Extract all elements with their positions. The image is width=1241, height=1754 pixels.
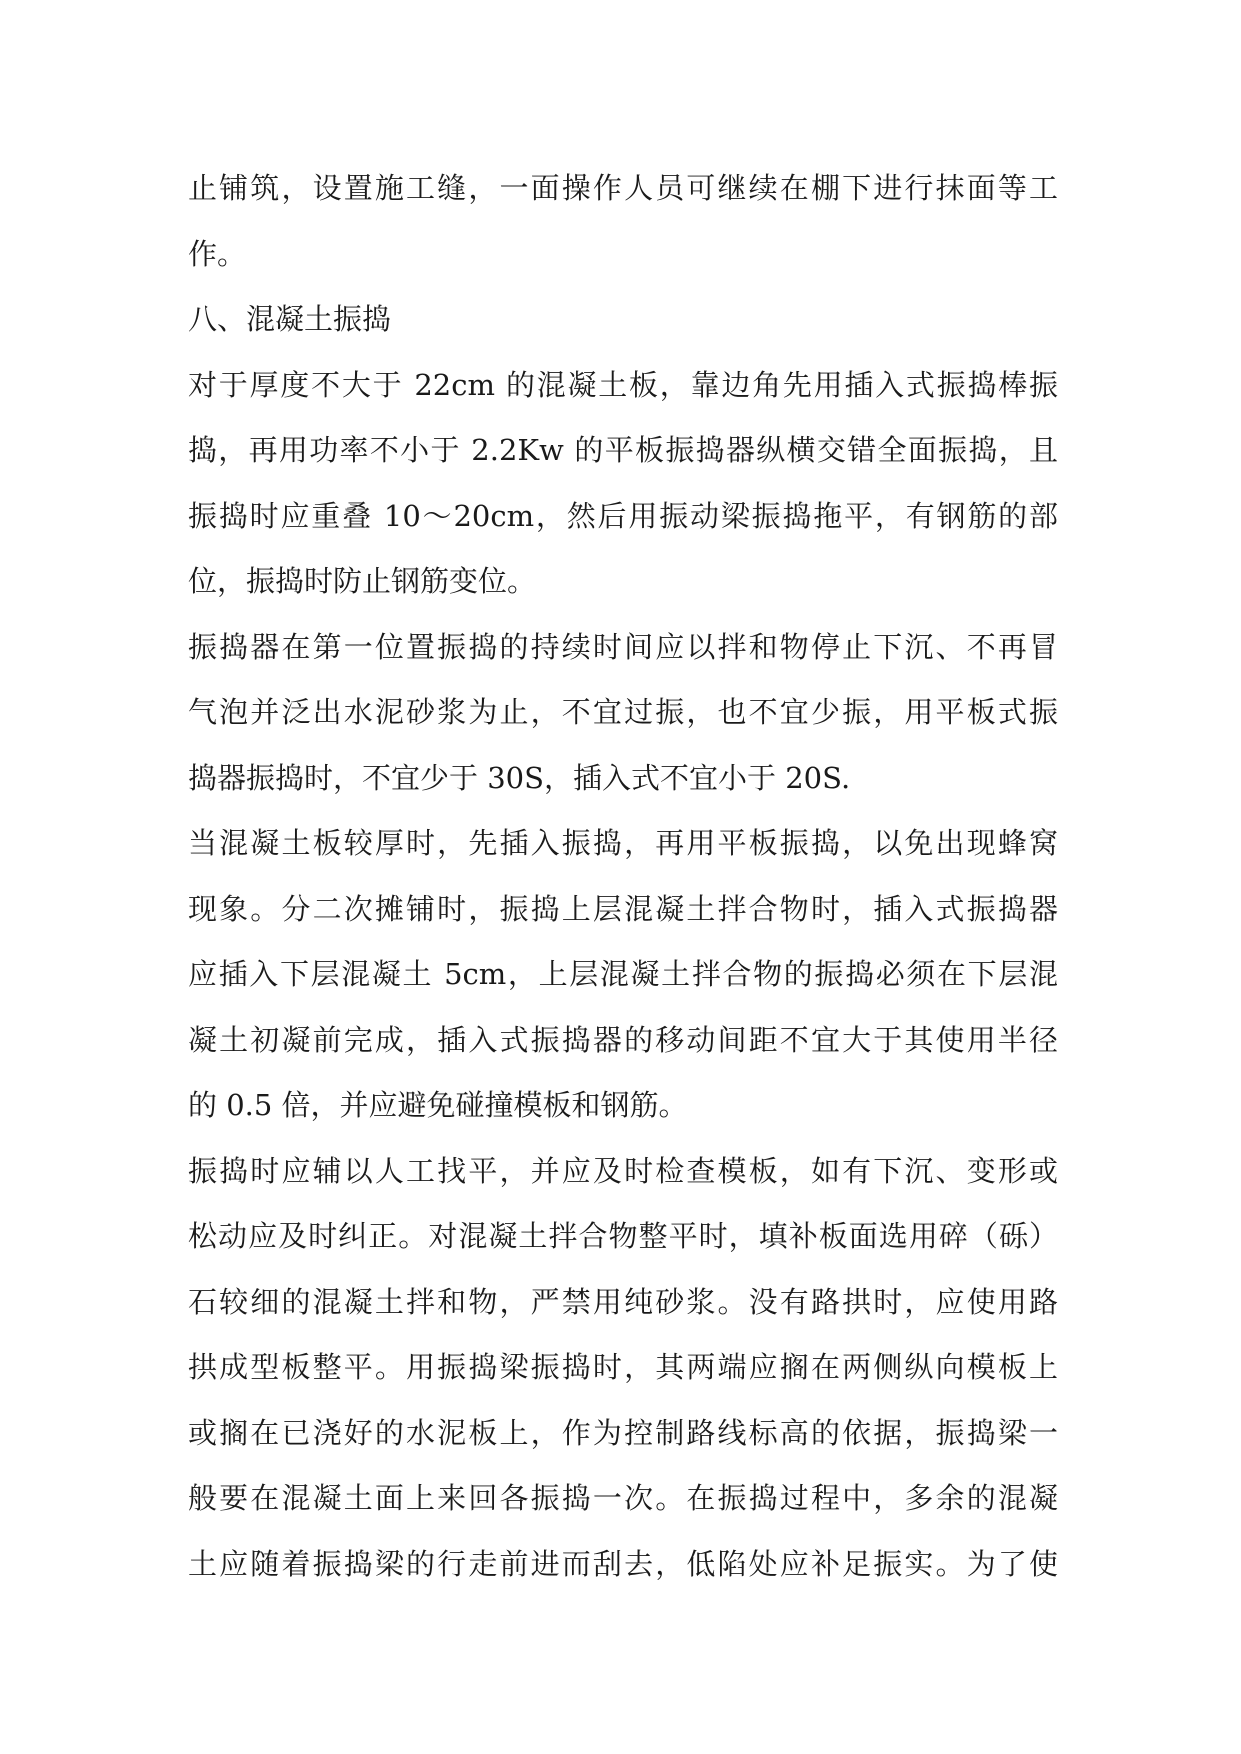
text-line: 对于厚度不大于 22cm 的混凝土板，靠边角先用插入式振捣棒振 (188, 367, 1058, 402)
text-line: 或搁在已浇好的水泥板上，作为控制路线标高的依据，振捣梁一 (188, 1415, 1058, 1450)
text-line: 拱成型板整平。用振捣梁振捣时，其两端应搁在两侧纵向模板上 (188, 1350, 1058, 1384)
text-line: 石较细的混凝土拌和物，严禁用纯砂浆。没有路拱时，应使用路 (188, 1284, 1058, 1319)
text-line: 凝土初凝前完成，插入式振捣器的移动间距不宜大于其使用半径 (188, 1022, 1058, 1057)
text-line: 捣器振捣时，不宜少于 30S，插入式不宜小于 20S. (188, 760, 851, 795)
body-text (188, 156, 1058, 1597)
text-line: 般要在混凝土面上来回各振捣一次。在振捣过程中，多余的混凝 (188, 1481, 1058, 1515)
text-line: 位，振捣时防止钢筋变位。 (188, 564, 537, 598)
text-line: 气泡并泛出水泥砂浆为止，不宜过振，也不宜少振，用平板式振 (188, 695, 1058, 729)
text-line: 应插入下层混凝土 5cm，上层混凝土拌合物的振捣必须在下层混 (188, 957, 1058, 991)
text-line: 现象。分二次摊铺时，振捣上层混凝土拌合物时，插入式振捣器 (188, 891, 1058, 926)
text-line: 松动应及时纠正。对混凝土拌合物整平时，填补板面选用碎（砾） (188, 1219, 1058, 1253)
text-line: 振捣时应重叠 10～20cm，然后用振动梁振捣拖平，有钢筋的部 (188, 498, 1058, 533)
text-line: 止铺筑，设置施工缝，一面操作人员可继续在棚下进行抹面等工 (188, 171, 1058, 205)
text-line: 作。 (188, 236, 247, 271)
text-line: 振捣时应辅以人工找平，并应及时检查模板，如有下沉、变形或 (188, 1153, 1058, 1188)
text-line: 八、混凝土振捣 (188, 302, 392, 336)
text-line: 振捣器在第一位置振捣的持续时间应以拌和物停止下沉、不再冒 (188, 629, 1058, 664)
text-line: 的 0.5 倍，并应避免碰撞模板和钢筋。 (188, 1088, 688, 1122)
text-line: 土应随着振捣梁的行走前进而刮去，低陷处应补足振实。为了使 (188, 1546, 1058, 1581)
text-line: 捣，再用功率不小于 2.2Kw 的平板振捣器纵横交错全面振捣，且 (188, 433, 1058, 467)
text-line: 当混凝土板较厚时，先插入振捣，再用平板振捣，以免出现蜂窝 (188, 826, 1058, 860)
